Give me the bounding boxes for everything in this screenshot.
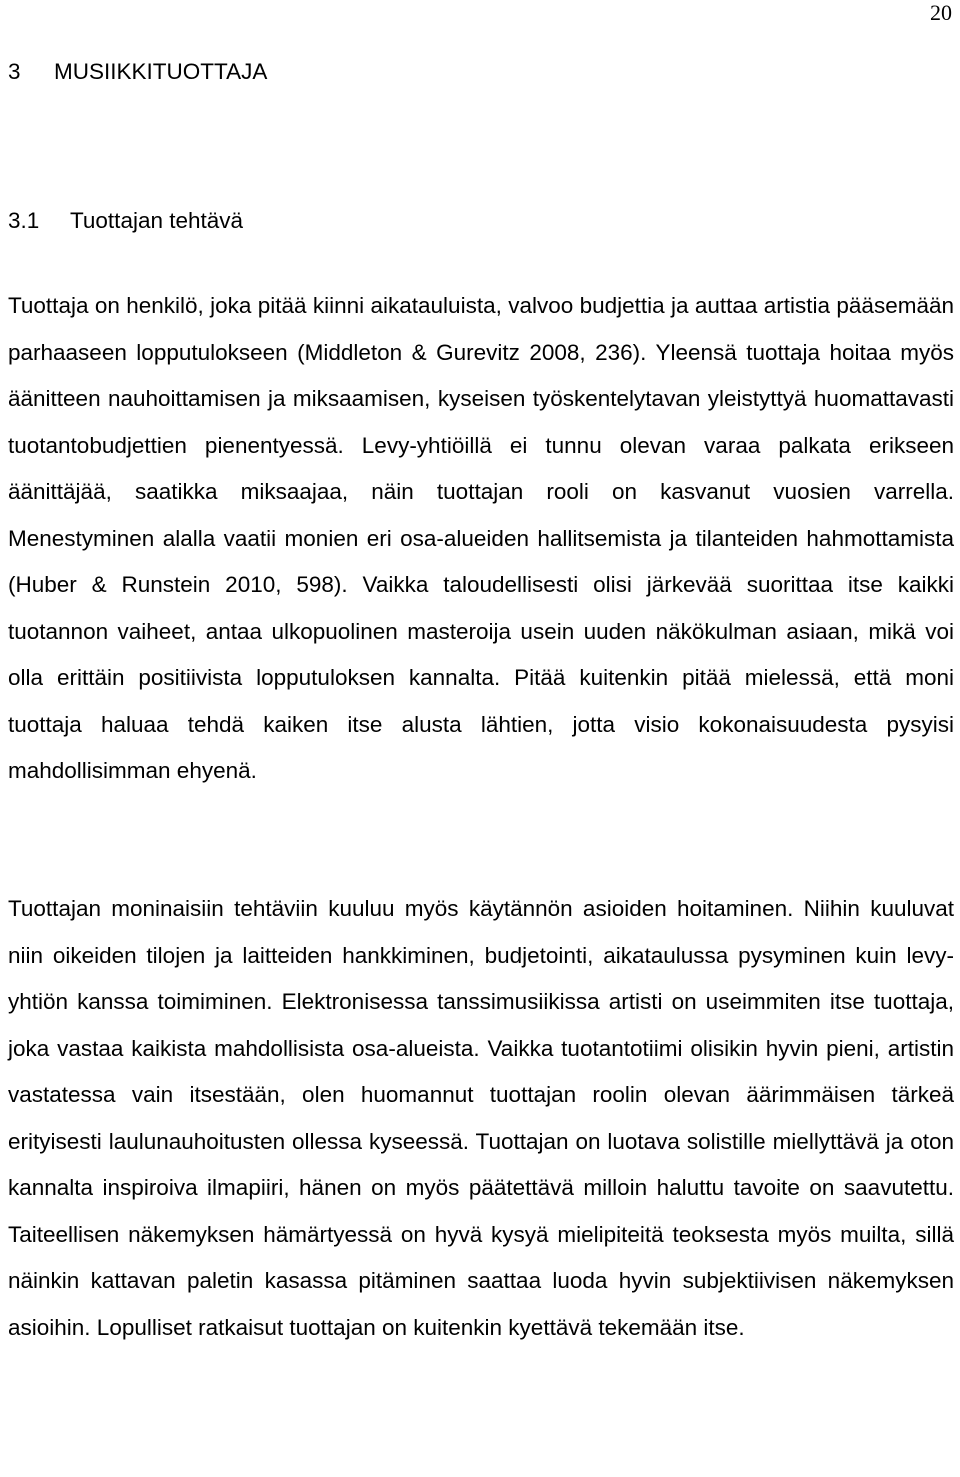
section-number: 3.1: [8, 208, 40, 233]
chapter-number: 3: [8, 59, 21, 84]
body-paragraph-1: Tuottaja on henkilö, joka pitää kiinni aikatauluista, valvoo budjettia ja auttaa artistia pääsemään parhaaseen lopputulokseen (Middleton & Gurevitz 2008, 236). Yleensä tuottaja hoitaa myös äänitteen nauhoittamisen ja miksaamisen, kyseisen työskentelytavan yleistyttyä huomattavasti tuotantobudjettien pienentyessä. Levy-yhtiöillä ei tunnu olevan varaa palkata erikseen äänittäjää, saatikka miksaajaa, näin tuottajan rooli on kasvanut vuosien varrella. Menestyminen alalla vaatii monien eri osa-alueiden hallitsemista ja tilanteiden hahmottamista (Huber & Runstein 2010, 598). Vaikka taloudellisesti olisi järkevää suorittaa itse kaikki tuotannon vaiheet, antaa ulkopuolinen masteroija usein uuden näkökulman asiaan, mikä voi olla erittäin positiivista lopputuloksen kannalta. Pitää kuitenkin pitää mielessä, että moni tuottaja haluaa tehdä kaiken itse alusta lähtien, jotta visio kokonaisuudesta pysyisi mahdollisimman ehyenä.: [8, 293, 954, 783]
body-paragraph-2: Tuottajan moninaisiin tehtäviin kuuluu myös käytännön asioiden hoitaminen. Niihin kuuluvat niin oikeiden tilojen ja laitteiden hankkiminen, budjetointi, aikataulussa pysyminen kuin levy-yhtiön kanssa toimiminen. Elektronisessa tanssimusiikissa artisti on useimmiten itse tuottaja, joka vastaa kaikista mahdollisista osa-alueista. Vaikka tuotantotiimi olisikin hyvin pieni, artistin vastatessa vain itsestään, olen huomannut tuottajan roolin olevan äärimmäisen tärkeä erityisesti laulunauhoitusten ollessa kyseessä. Tuottajan on luotava solistille miellyttävä ja oton kannalta inspiroiva ilmapiiri, hänen on myös päätettävä milloin haluttu tavoite on saavutettu. Taiteellisen näkemyksen hämärtyessä on hyvä kysyä mielipiteitä teoksesta myös muilta, sillä näinkin kattavan paletin kasassa pitäminen saattaa luoda hyvin subjektiivisen näkemyksen asioihin. Lopulliset ratkaisut tuottajan on kuitenkin kyettävä tekemään itse.: [8, 896, 954, 1340]
page-number: 20: [930, 0, 952, 25]
chapter-title: MUSIIKKITUOTTAJA: [54, 59, 268, 84]
section-heading: [8, 207, 243, 235]
chapter-heading: [8, 58, 267, 86]
section-title: Tuottajan tehtävä: [70, 208, 244, 233]
